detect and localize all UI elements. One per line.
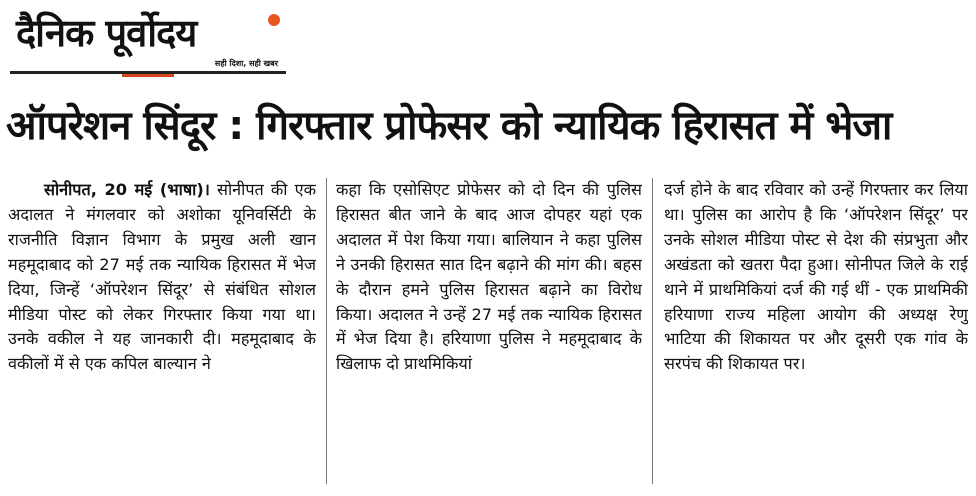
logo-dot-icon bbox=[268, 14, 280, 26]
article-text-col3: दर्ज होने के बाद रविवार को उन्हें गिरफ्तार कर लिया था। पुलिस का आरोप है कि ‘ऑपरेशन सिंदूर’ पर उनके सोशल मीडिया पोस्ट से देश की संप्रभुता और अखंडता को खतरा पैदा हुआ। सोनीपत जिले के राई थाने में प्राथमिकियां दर्ज की गई थीं - एक प्राथमिकी हरियाणा राज्य महिला आयोग की अध्यक्ष रेणु भाटिया की शिकायत पर और दूसरी एक गांव के सरपंच की शिकायत पर। bbox=[664, 180, 968, 374]
article-text-col1: सोनीपत की एक अदालत ने मंगलवार को अशोका यूनिवर्सिटी के राजनीति विज्ञान विभाग के प्रमुख अली खान महमूदाबाद को 27 मई तक न्यायिक हिरासत में भेज दिया, जिन्हें ‘ऑपरेशन सिंदूर’ से संबंधित सोशल मीडिया पोस्ट को लेकर गिरफ्तार किया गया था। उनके वकील ने यह जानकारी दी। महमूदाबाद के वकीलों में से एक कपिल बाल्यान ने bbox=[8, 180, 316, 374]
masthead-accent-bar bbox=[122, 74, 174, 77]
article-column-1 bbox=[8, 178, 316, 490]
headline: ऑपरेशन सिंदूर : गिरफ्तार प्रोफेसर को न्यायिक हिरासत में भेजा bbox=[6, 103, 892, 149]
column-divider bbox=[326, 178, 327, 484]
tagline: सही दिशा, सही खबर bbox=[214, 59, 278, 68]
dateline: सोनीपत, 20 मई (भाषा)। bbox=[44, 180, 210, 199]
masthead bbox=[10, 6, 286, 72]
column-divider bbox=[652, 178, 653, 484]
article-column-3 bbox=[664, 178, 968, 490]
article-column-2 bbox=[336, 178, 642, 490]
newspaper-logo: दैनिक पूर्वोदय bbox=[16, 11, 197, 55]
article-text-col2: कहा कि एसोसिएट प्रोफेसर को दो दिन की पुलिस हिरासत बीत जाने के बाद आज दोपहर यहां एक अदालत में पेश किया गया। बालियान ने कहा पुलिस ने उनकी हिरासत सात दिन बढ़ाने की मांग की। बहस के दौरान हमने पुलिस हिरासत बढ़ाने का विरोध किया। अदालत ने उन्हें 27 मई तक न्यायिक हिरासत में भेज दिया है। हरियाणा पुलिस ने महमूदाबाद के खिलाफ दो प्राथमिकियां bbox=[336, 180, 642, 374]
